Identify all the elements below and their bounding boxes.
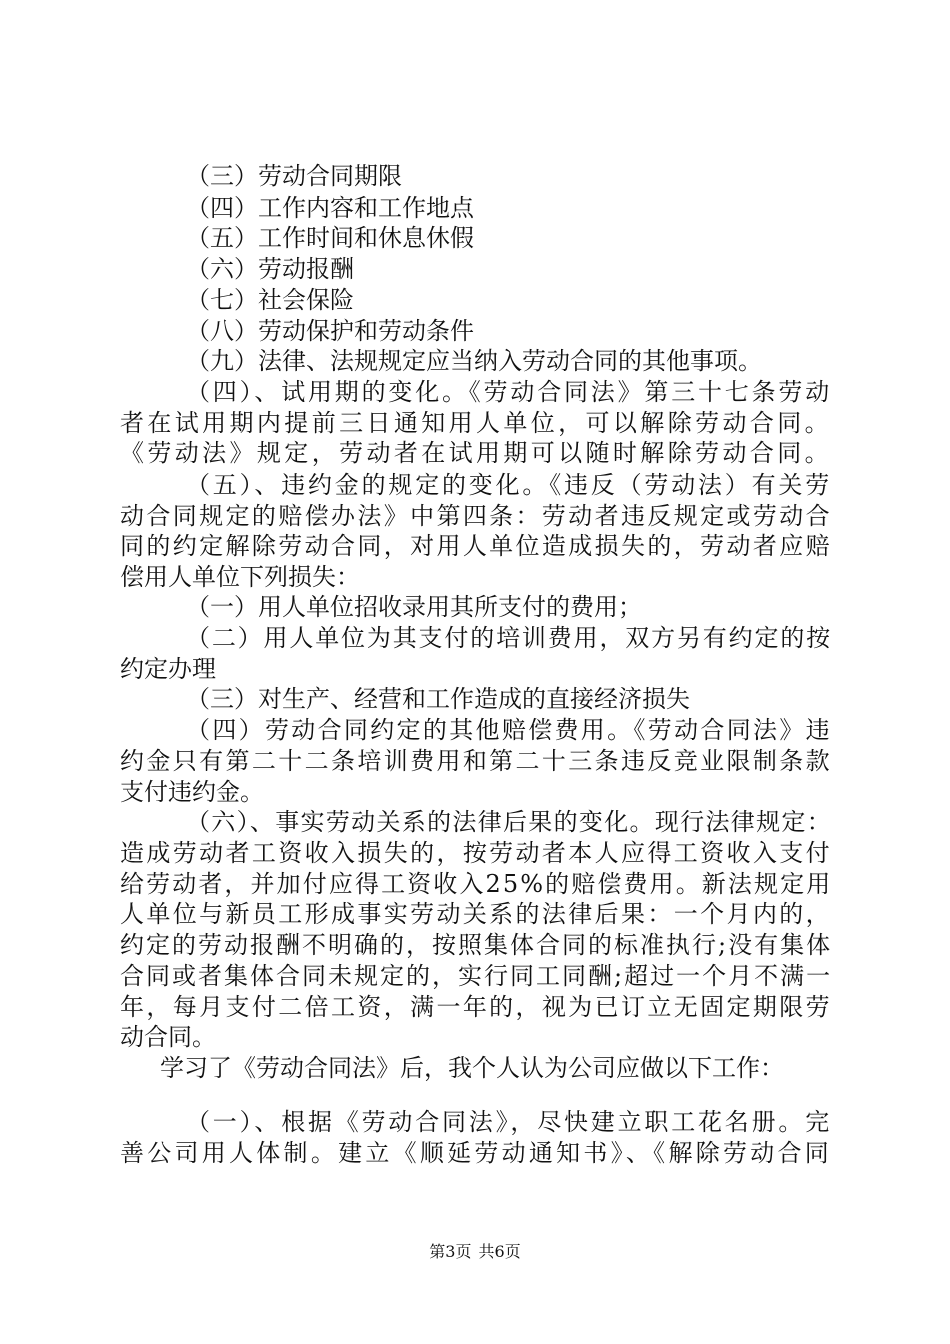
text-line: 动合同。 [120,1023,216,1051]
text-line: （四）、试用期的变化。《劳动合同法》第三十七条劳动 [186,378,832,406]
page-footer [0,1240,950,1264]
text-line: （四）劳动合同约定的其他赔偿费用。《劳动合同法》违 [186,716,832,744]
text-line: （六）劳动报酬 [186,255,354,283]
text-line: （三）对生产、经营和工作造成的直接经济损失 [186,685,690,713]
text-line: （一）、根据《劳动合同法》，尽快建立职工花名册。完 [186,1108,832,1136]
text-line: 年，每月支付二倍工资，满一年的，视为已订立无固定期限劳 [120,993,832,1021]
text-line: 学习了《劳动合同法》后，我个人认为公司应做以下工作： [160,1054,784,1082]
text-line: 善公司用人体制。建立《顺延劳动通知书》、《解除劳动合同 [120,1139,832,1167]
text-line: （七）社会保险 [186,286,354,314]
text-line: （一）用人单位招收录用其所支付的费用； [186,593,642,621]
text-line: 者在试用期内提前三日通知用人单位，可以解除劳动合同。 [120,409,832,437]
text-line: （三）劳动合同期限 [186,162,402,190]
text-line: 约金只有第二十二条培训费用和第二十三条违反竞业限制条款 [120,747,832,775]
text-line: 同的约定解除劳动合同，对用人单位造成损失的，劳动者应赔 [120,532,832,560]
text-line: 约定办理 [120,655,216,683]
text-line: 给劳动者，并加付应得工资收入25%的赔偿费用。新法规定用 [120,870,833,898]
text-line: 偿用人单位下列损失： [120,563,360,591]
page-number: 第3页 [429,1242,472,1261]
text-line: 人单位与新员工形成事实劳动关系的法律后果：一个月内的， [120,900,832,928]
text-line: 动合同规定的赔偿办法》中第四条：劳动者违反规定或劳动合 [120,502,832,530]
text-line: 支付违约金。 [120,778,264,806]
text-line: （九）法律、法规规定应当纳入劳动合同的其他事项。 [186,347,762,375]
text-line: （四）工作内容和工作地点 [186,194,474,222]
text-line: （八）劳动保护和劳动条件 [186,317,474,345]
text-line: 合同或者集体合同未规定的，实行同工同酬;超过一个月不满一 [120,962,833,990]
page-total: 共6页 [478,1242,521,1261]
text-line: 约定的劳动报酬不明确的，按照集体合同的标准执行;没有集体 [120,931,833,959]
text-line: （六）、事实劳动关系的法律后果的变化。现行法律规定： [186,808,832,836]
text-line: （五）工作时间和休息休假 [186,224,474,252]
text-line: 造成劳动者工资收入损失的，按劳动者本人应得工资收入支付 [120,839,832,867]
text-line: 《劳动法》规定，劳动者在试用期可以随时解除劳动合同。 [120,439,832,467]
text-line: （二）用人单位为其支付的培训费用，双方另有约定的按 [186,624,832,652]
text-line: （五）、违约金的规定的变化。《违反（劳动法）有关劳 [186,471,832,499]
